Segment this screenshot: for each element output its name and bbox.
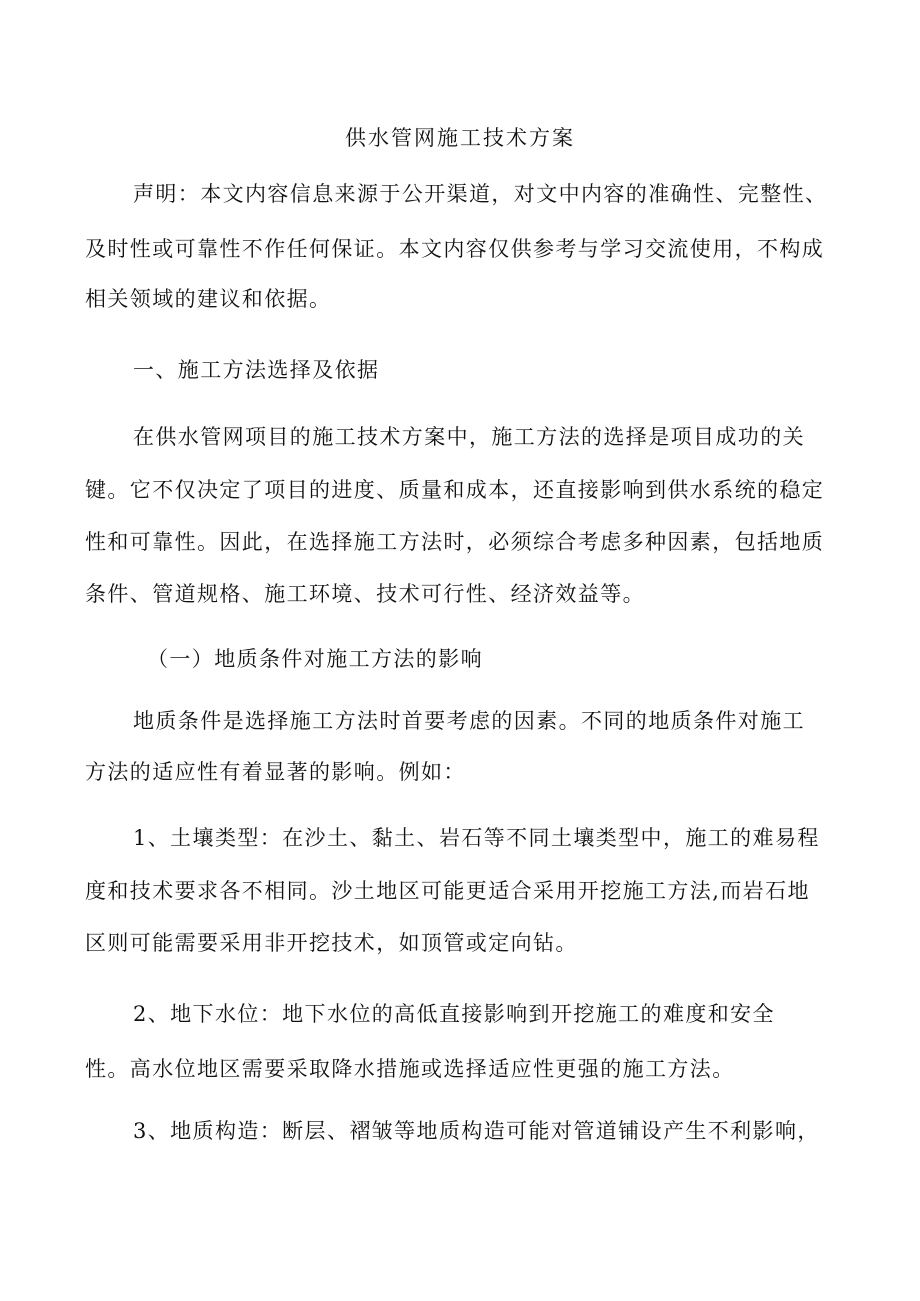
document-title: 供水管网施工技术方案: [345, 126, 575, 150]
item1-line-2: 度和技术要求各不相同。沙土地区可能更适合采用开挖施工方法,而岩石地: [85, 879, 810, 903]
item2-line-1: 2、地下水位：地下水位的高低直接影响到开挖施工的难度和安全: [133, 1002, 775, 1026]
disclaimer-line-3: 相关领域的建议和依据。: [85, 287, 332, 311]
item2-line-2: 性。高水位地区需要采取降水措施或选择适应性更强的施工方法。: [85, 1057, 735, 1081]
item1-line-1: 1、土壤类型：在沙土、黏土、岩石等不同土壤类型中，施工的难易程: [133, 826, 820, 850]
item3-line-1: 3、地质构造：断层、褶皱等地质构造可能对管道铺设产生不利影响，: [133, 1119, 820, 1143]
subsection-heading-1: （一）地质条件对施工方法的影响: [147, 647, 483, 671]
item1-line-3: 区则可能需要采用非开挖技术，如顶管或定向钻。: [85, 931, 578, 955]
subsection1-line-2: 方法的适应性有着显著的影响。例如：: [85, 760, 466, 784]
section1-line-2: 键。它不仅决定了项目的进度、质量和成本，还直接影响到供水系统的稳定: [85, 478, 825, 502]
section1-line-4: 条件、管道规格、施工环境、技术可行性、经济效益等。: [85, 582, 645, 606]
section-heading-1: 一、施工方法选择及依据: [133, 358, 380, 382]
disclaimer-line-1: 声明：本文内容信息来源于公开渠道，对文中内容的准确性、完整性、: [133, 182, 828, 206]
subsection1-line-1: 地质条件是选择施工方法时首要考虑的因素。不同的地质条件对施工: [133, 709, 805, 733]
section1-line-3: 性和可靠性。因此，在选择施工方法时，必须综合考虑多种因素，包括地质: [85, 530, 825, 554]
section1-line-1: 在供水管网项目的施工技术方案中，施工方法的选择是项目成功的关: [133, 425, 805, 449]
disclaimer-line-2: 及时性或可靠性不作任何保证。本文内容仅供参考与学习交流使用，不构成: [85, 237, 825, 261]
